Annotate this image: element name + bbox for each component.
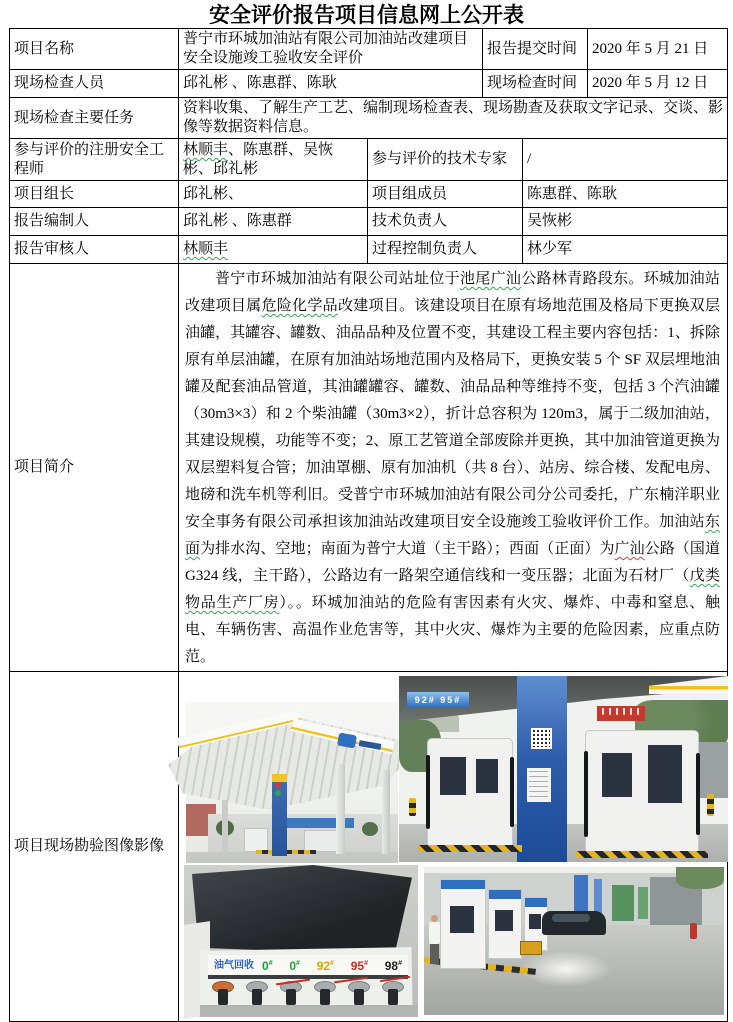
- tanker-valve: [348, 978, 370, 1007]
- field-label-report-reviewer: 报告审核人: [10, 236, 179, 264]
- intro-text-segment: 池尾广汕: [459, 271, 522, 287]
- process-control-director-value: 林少军: [523, 236, 728, 264]
- field-label-technical-director: 技术负责人: [368, 208, 523, 236]
- table-row: [10, 139, 728, 181]
- table-row: [10, 181, 728, 208]
- valve-row: [208, 978, 408, 1008]
- table-row: [10, 29, 728, 70]
- fuel-dispenser: [585, 730, 699, 852]
- intro-text-segment: 东面: [185, 514, 720, 557]
- photo-forecourt-pavement: [424, 867, 724, 1015]
- intro-text-segment: 危险化学品: [261, 298, 338, 314]
- fuel-grade-label: 92#: [316, 959, 334, 973]
- dispenser-screen: [440, 757, 466, 795]
- info-sign: [527, 768, 551, 802]
- field-label-process-control-director: 过程控制负责人: [368, 236, 523, 264]
- inspection-tasks-value: 资料收集、了解生产工艺、编制现场检查表、现场勘查及获取文字记录、交谈、影像等数据资料信息。: [179, 98, 728, 139]
- fuel-hose: [584, 751, 588, 837]
- fuel-dispenser: [427, 738, 513, 846]
- compartment-floor: [200, 1005, 418, 1017]
- fuel-hose: [696, 753, 700, 835]
- fuel-hose: [426, 755, 430, 829]
- table-row: [10, 264, 728, 672]
- fuel-grade-label: 0#: [262, 959, 273, 973]
- field-label-report-submit-date: 报告提交时间: [483, 29, 588, 70]
- field-label-project-members: 项目组成员: [368, 181, 523, 208]
- field-label-inspection-date: 现场检查时间: [483, 70, 588, 98]
- project-name-value: 普宁市环城加油站有限公司加油站改建项目安全设施竣工验收安全评价: [179, 29, 483, 70]
- table-row: [10, 70, 728, 98]
- project-members-value: 陈惠群、陈耿: [523, 181, 728, 208]
- fuel-dispenser: [488, 889, 522, 959]
- technical-experts-value: /: [523, 139, 728, 181]
- field-label-project-name: 项目名称: [10, 29, 179, 70]
- red-banner: [597, 706, 645, 721]
- field-label-registered-engineers: 参与评价的注册安全工程师: [10, 139, 179, 181]
- safety-bollard: [707, 794, 714, 816]
- info-table: [9, 28, 728, 1022]
- table-row: [10, 672, 728, 1022]
- pillar-sign-red: [275, 782, 281, 788]
- intro-text-segment: 改建项目。该建设项目在原有场地范围及格局下更换双层油罐，其罐容、罐数、油品品种及位置不变，其建设工程主要内容包括：1、拆除原有单层油罐，在原有加油站场地范围内及格局下，更换安装 5 个 SF 双层埋地油罐及配套油品管道，其油罐罐容、罐数、油品品种等维持不变，包括 3 个汽油罐（30m3×3）和 2 个柴油罐（30m3×2），折计总容积为 120m3，属于二级加油站，其建设规模，功能等不变；2、原工艺管道全部废除并更换，其中加油管道更换为双层塑料复合管；加油罩棚、原有加油机（共 8 台）、站房、综合楼、发配电房、地磅和洗车机等利旧。受普宁市环城加油站有限公司分公司委托，广东楠洋职业安全事务有限公司承担该加油站改建项目安全设施竣工验收评价工作。加油站: [185, 298, 720, 530]
- intro-text-segment: 普宁市环城加油站有限公司站址位于: [215, 271, 460, 287]
- dispenser-screen: [476, 759, 498, 793]
- registered-engineers-value: [179, 139, 368, 181]
- fuel-dispenser: [440, 879, 486, 969]
- car: [542, 911, 606, 935]
- table-row: [10, 98, 728, 139]
- pillar-sign-green: [275, 790, 281, 796]
- report-compiler-value: 邱礼彬 、陈惠群: [179, 208, 368, 236]
- table-row: [10, 236, 728, 264]
- project-leader-value: 邱礼彬、: [179, 181, 368, 208]
- fuel-grade-label: 0#: [289, 959, 300, 973]
- intro-text-segment: 公路（国道 G324 线，主干路），公路边有一路架空通信线和一变压器；北面为石材厂（: [185, 541, 720, 584]
- fuel-grade-label: 95#: [350, 959, 368, 973]
- green-roller-door: [638, 887, 648, 919]
- field-label-report-compiler: 报告编制人: [10, 208, 179, 236]
- kiosk: [304, 830, 340, 852]
- tanker-grade-labels: [262, 954, 402, 976]
- site-photos-cell: [179, 672, 728, 1022]
- intro-text-segment: 为排水沟、空地；南面为普宁大道（主干路）；西面（正面）为: [200, 541, 615, 557]
- site-inspectors-value: 邱礼彬 、陈惠群、陈耿: [179, 70, 483, 98]
- canopy-pillar: [382, 770, 390, 854]
- report-reviewer-value: [179, 236, 368, 264]
- fuel-hose: [510, 757, 514, 827]
- technical-director-value: 吴恢彬: [523, 208, 728, 236]
- pillar-band: [272, 774, 287, 782]
- intro-text-segment: 戊类物品生产厂房: [185, 568, 720, 611]
- photo-station-canopy: [186, 702, 398, 863]
- reviewer-name-underlined: 林顺丰: [183, 241, 229, 257]
- engineer-name-underlined: 林顺丰: [183, 142, 229, 158]
- tanker-open-lid: [192, 865, 412, 955]
- tanker-valve: [246, 978, 268, 1007]
- photo-tanker-vapor-recovery: [184, 865, 418, 1017]
- field-label-site-inspectors: 现场检查人员: [10, 70, 179, 98]
- tanker-valve: [314, 978, 336, 1007]
- tanker-valve: [212, 978, 234, 1007]
- intro-text-segment: 公路林青路段东。环城加油站改建项目属: [185, 271, 720, 314]
- report-submit-date-value: 2020 年 5 月 21 日: [588, 29, 728, 70]
- yellow-cart: [520, 941, 542, 955]
- trees: [676, 867, 724, 889]
- safety-bollard: [409, 798, 416, 816]
- field-label-project-leader: 项目组长: [10, 181, 179, 208]
- project-intro-text: [179, 264, 728, 672]
- tanker-valve: [382, 978, 404, 1007]
- vapor-recovery-strip: [208, 955, 408, 975]
- table-row: [10, 208, 728, 236]
- field-label-inspection-tasks: 现场检查主要任务: [10, 98, 179, 139]
- kiosk: [244, 828, 268, 852]
- qr-code-panel: [531, 728, 552, 749]
- inspection-date-value: 2020 年 5 月 12 日: [588, 70, 728, 98]
- field-label-technical-experts: 参与评价的技术专家: [368, 139, 523, 181]
- person-legs: [430, 944, 439, 964]
- field-label-project-intro: 项目简介: [10, 264, 179, 672]
- fire-extinguisher: [690, 923, 697, 939]
- dispenser-screen: [648, 745, 682, 803]
- vapor-recovery-label: 油气回收: [214, 959, 254, 971]
- fuel-grade-label: 98#: [384, 959, 402, 973]
- page-title: 安全评价报告项目信息网上公开表: [209, 3, 524, 27]
- fuel-grade-sign: 92# 95#: [407, 692, 469, 707]
- photo-fuel-dispensers: [399, 676, 728, 862]
- person-torso: [429, 922, 440, 944]
- intro-text-segment: ）。。环城加油站的危险有害因素有火灾、爆炸、中毒和窒息、触电、车辆伤害、高温作业危害等，其中火灾、爆炸为主要的危险因素，应重点防范。: [185, 595, 720, 665]
- green-roller-door: [612, 885, 634, 921]
- intro-text-segment: 广汕: [614, 541, 645, 557]
- island-base: [576, 851, 708, 858]
- canopy-pillar: [222, 800, 228, 854]
- engineer-names-rest: 、陈惠群、吴恢彬、邱礼彬: [183, 142, 334, 177]
- person: [426, 915, 442, 965]
- person-head: [431, 915, 438, 922]
- field-label-site-photos: 项目现场勘验图像影像: [10, 672, 179, 1022]
- island-base: [418, 845, 522, 852]
- dispenser-screen: [602, 753, 632, 797]
- tree: [362, 822, 378, 836]
- canopy-pillar: [336, 764, 345, 854]
